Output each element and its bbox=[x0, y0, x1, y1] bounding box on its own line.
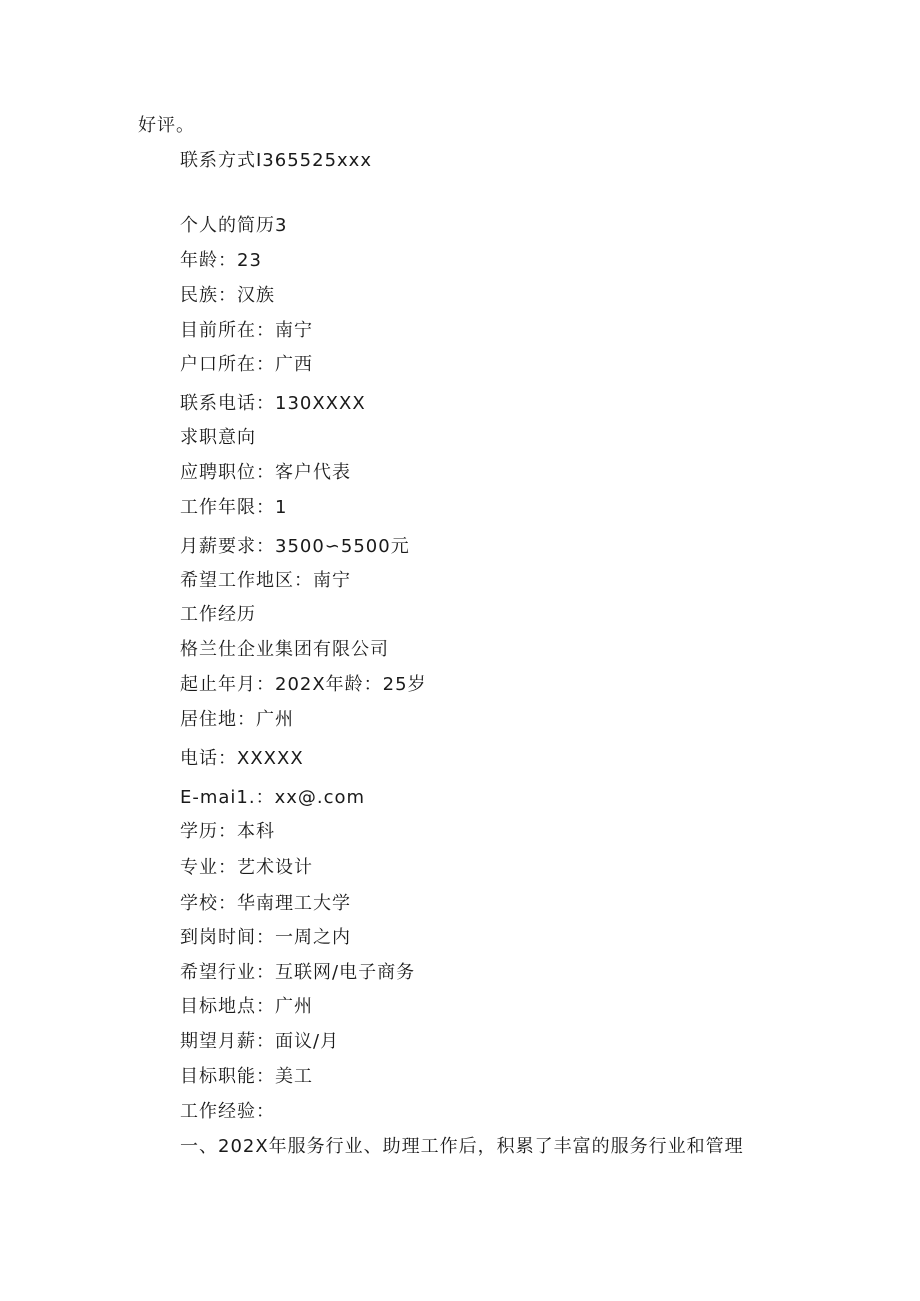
text-line: 目标地点：广州 bbox=[180, 996, 313, 1017]
text-line: 起止年月：202X年龄：25岁 bbox=[180, 674, 427, 695]
text-line: 民族：汉族 bbox=[180, 285, 275, 306]
text-line: E-mai1.：xx@.com bbox=[180, 787, 366, 808]
text-line: 应聘职位：客户代表 bbox=[180, 462, 351, 483]
text-line: 学历：本科 bbox=[180, 821, 275, 842]
text-line: 目前所在：南宁 bbox=[180, 320, 313, 341]
text-line: 月薪要求：3500∽5500元 bbox=[180, 536, 410, 557]
text-line: 联系方式I365525xxx bbox=[180, 150, 372, 171]
text-line: 户口所在：广西 bbox=[180, 354, 313, 375]
text-line: 一、202X年服务行业、助理工作后，积累了丰富的服务行业和管理 bbox=[180, 1136, 744, 1157]
section-title: 求职意向 bbox=[180, 427, 256, 448]
text-line: 格兰仕企业集团有限公司 bbox=[180, 639, 389, 660]
section-title: 个人的简历3 bbox=[180, 215, 288, 236]
text-line: 专业：艺术设计 bbox=[180, 857, 313, 878]
text-line: 学校：华南理工大学 bbox=[180, 893, 351, 914]
section-title: 工作经验： bbox=[180, 1101, 275, 1122]
text-line: 希望工作地区：南宁 bbox=[180, 570, 351, 591]
text-line: 居住地：广州 bbox=[180, 709, 294, 730]
text-line: 好评。 bbox=[138, 115, 195, 136]
section-title: 工作经历 bbox=[180, 604, 256, 625]
text-line: 工作年限：1 bbox=[180, 497, 288, 518]
text-line: 电话：XXXXX bbox=[180, 748, 304, 769]
text-line: 年龄：23 bbox=[180, 250, 262, 271]
text-line: 目标职能：美工 bbox=[180, 1066, 313, 1087]
text-line: 希望行业：互联网/电子商务 bbox=[180, 962, 416, 983]
text-line: 到岗时间：一周之内 bbox=[180, 927, 351, 948]
text-line: 联系电话：130XXXX bbox=[180, 393, 366, 414]
text-line: 期望月薪：面议/月 bbox=[180, 1031, 340, 1052]
